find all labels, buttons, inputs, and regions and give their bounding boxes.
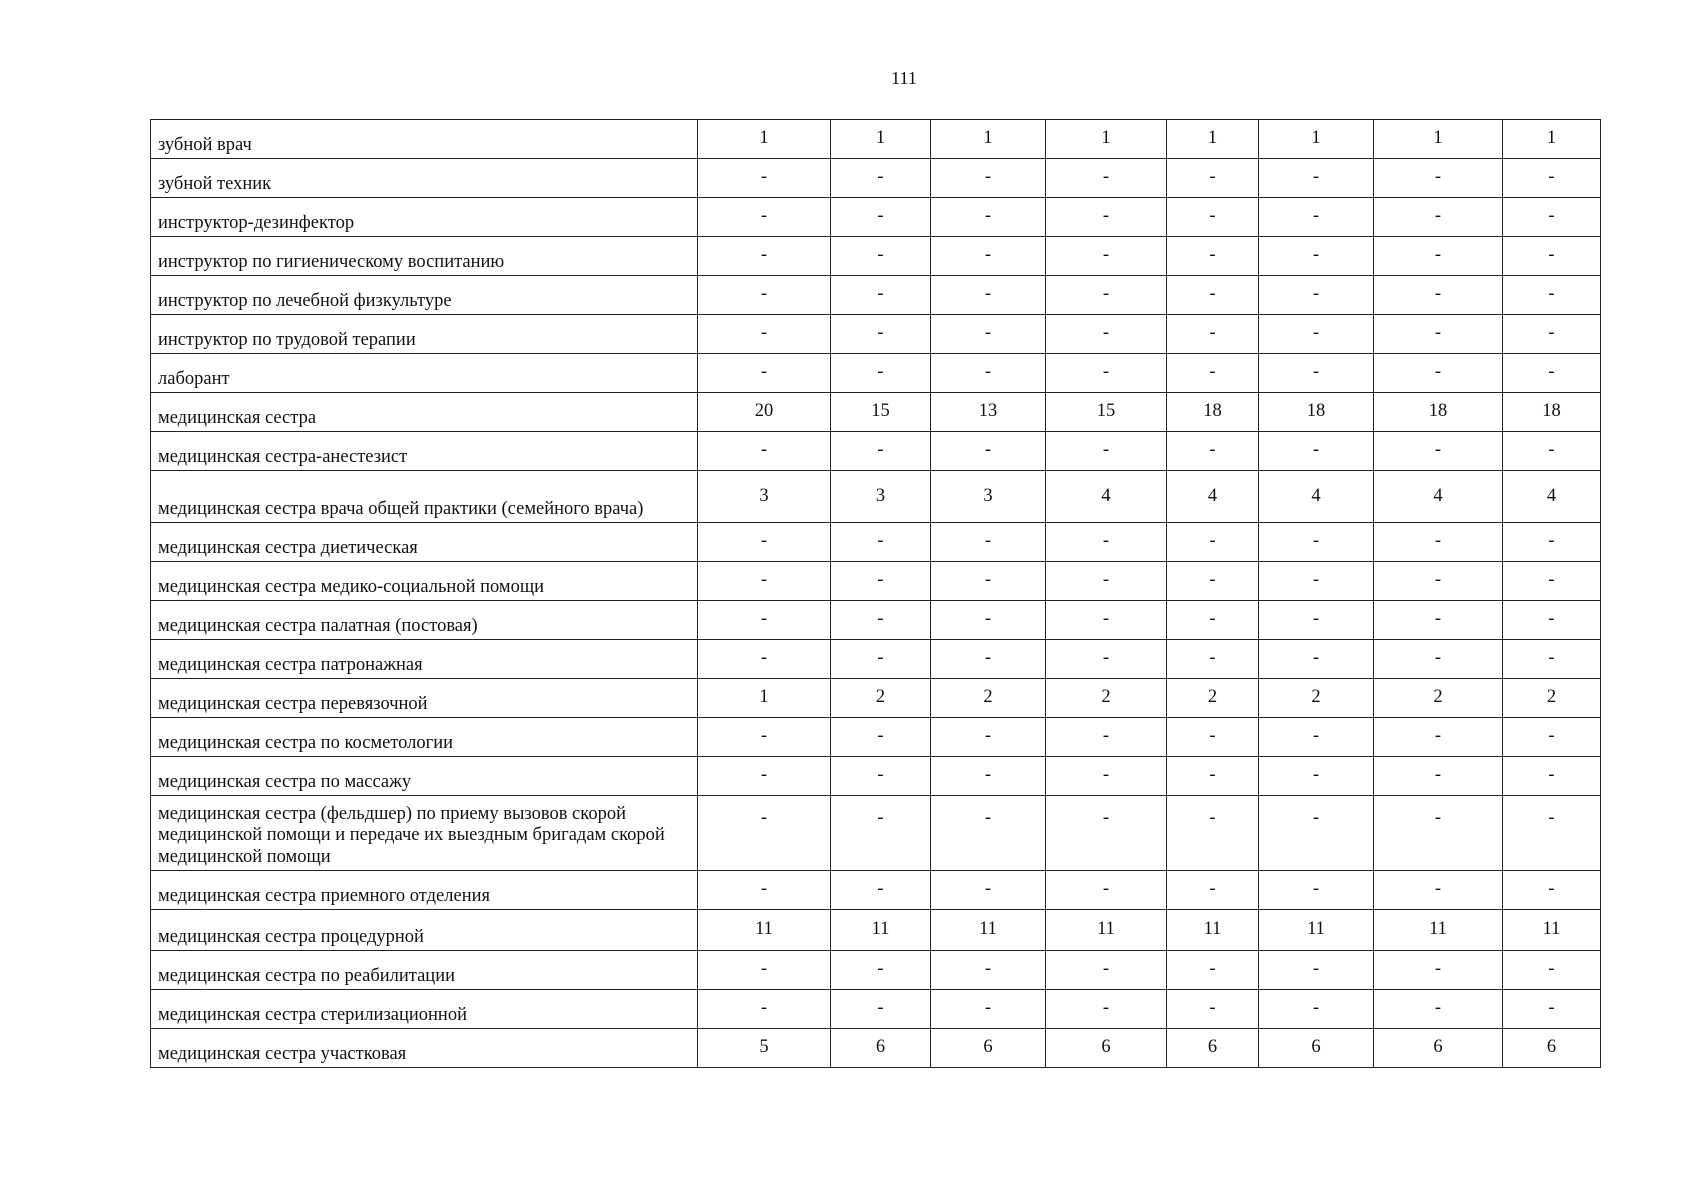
staff-count-cell: - [931,237,1046,276]
staff-count-cell: - [1374,237,1503,276]
staff-count-cell: 1 [831,120,931,159]
staff-count-cell: - [1259,640,1374,679]
staff-count-cell: - [1374,718,1503,757]
staff-count-cell: - [1374,757,1503,796]
staff-count-cell: - [698,315,831,354]
staff-count-cell: - [1259,237,1374,276]
staff-count-cell: - [1167,523,1259,562]
staff-count-cell: - [931,523,1046,562]
staff-count-cell: - [931,871,1046,910]
staff-count-cell: 1 [698,120,831,159]
staff-count-cell: - [1503,718,1601,757]
staff-count-cell: - [1167,562,1259,601]
staff-count-cell: - [1259,718,1374,757]
table-row [151,198,1601,237]
staff-count-cell: - [1167,237,1259,276]
staff-count-cell: - [1046,562,1167,601]
staff-count-cell: - [1046,523,1167,562]
table-row [151,871,1601,910]
position-name-cell: медицинская сестра [151,393,698,432]
position-name-cell: медицинская сестра диетическая [151,523,698,562]
staff-count-cell: 3 [931,471,1046,523]
staff-count-cell: - [698,159,831,198]
staff-count-cell: 3 [698,471,831,523]
staff-count-cell: - [1259,432,1374,471]
staff-count-cell: - [931,990,1046,1029]
staff-count-cell: - [1503,951,1601,990]
staff-count-cell: - [831,871,931,910]
staff-count-cell: 2 [1374,679,1503,718]
staff-count-cell: - [1167,198,1259,237]
staff-count-cell: 6 [931,1029,1046,1068]
staff-count-cell: - [698,990,831,1029]
staff-count-cell: - [1046,640,1167,679]
staff-count-cell: - [1374,990,1503,1029]
table-row [151,523,1601,562]
table-row [151,471,1601,523]
staff-count-cell: 11 [698,910,831,951]
staff-count-cell: - [831,432,931,471]
staff-count-cell: - [1374,159,1503,198]
table-row [151,990,1601,1029]
staff-count-cell: - [698,871,831,910]
position-name-cell: зубной техник [151,159,698,198]
staffing-table [150,119,1601,1068]
staff-count-cell: - [1374,951,1503,990]
staff-count-cell: 2 [1167,679,1259,718]
staff-count-cell: 11 [1259,910,1374,951]
staff-count-cell: - [1374,198,1503,237]
table-row [151,1029,1601,1068]
staff-count-cell: - [1374,354,1503,393]
staff-count-cell: - [1374,640,1503,679]
position-name-cell: зубной врач [151,120,698,159]
table-row [151,562,1601,601]
table-body [151,120,1601,1068]
staff-count-cell: - [931,198,1046,237]
staff-count-cell: 20 [698,393,831,432]
staff-count-cell: 11 [1167,910,1259,951]
staff-count-cell: - [1259,796,1374,871]
table-row [151,276,1601,315]
staff-count-cell: 6 [1167,1029,1259,1068]
staff-count-cell: - [1374,315,1503,354]
staff-count-cell: 6 [1503,1029,1601,1068]
staff-count-cell: - [698,237,831,276]
staff-count-cell: - [1167,640,1259,679]
staff-count-cell: - [1167,354,1259,393]
table-row [151,951,1601,990]
staff-count-cell: - [1167,432,1259,471]
staff-count-cell: - [831,354,931,393]
staff-count-cell: - [1046,871,1167,910]
table-row [151,757,1601,796]
staff-count-cell: - [831,198,931,237]
staff-count-cell: - [1259,198,1374,237]
position-name-cell: медицинская сестра перевязочной [151,679,698,718]
position-name-cell: медицинская сестра медико-социальной помощи [151,562,698,601]
staff-count-cell: 3 [831,471,931,523]
staff-count-cell: 2 [1503,679,1601,718]
table-row [151,432,1601,471]
table-row [151,640,1601,679]
position-name-cell: инструктор по лечебной физкультуре [151,276,698,315]
staff-count-cell: - [1503,523,1601,562]
staff-count-cell: - [1046,276,1167,315]
staff-count-cell: 1 [1167,120,1259,159]
table-row [151,237,1601,276]
staff-count-cell: - [1259,276,1374,315]
staff-count-cell: 6 [1259,1029,1374,1068]
staff-count-cell: 11 [931,910,1046,951]
staff-count-cell: 6 [1046,1029,1167,1068]
staff-count-cell: - [1259,562,1374,601]
staff-count-cell: - [831,718,931,757]
staff-count-cell: - [1046,757,1167,796]
staff-count-cell: - [1259,871,1374,910]
staff-count-cell: - [1046,159,1167,198]
staff-count-cell: - [1503,354,1601,393]
staff-count-cell: - [1167,990,1259,1029]
staff-count-cell: - [1259,990,1374,1029]
staff-count-cell: - [1503,237,1601,276]
position-name-cell: медицинская сестра по косметологии [151,718,698,757]
staff-count-cell: - [1503,562,1601,601]
position-name-cell: медицинская сестра патронажная [151,640,698,679]
staff-count-cell: - [698,276,831,315]
staff-count-cell: 2 [831,679,931,718]
staff-count-cell: - [1374,601,1503,640]
staff-count-cell: 1 [698,679,831,718]
staff-count-cell: - [1259,354,1374,393]
staff-count-cell: 18 [1167,393,1259,432]
staff-count-cell: 4 [1374,471,1503,523]
staff-count-cell: 18 [1374,393,1503,432]
staff-count-cell: - [831,640,931,679]
staff-count-cell: - [931,276,1046,315]
staff-count-cell: - [698,951,831,990]
staff-count-cell: - [1374,562,1503,601]
staff-count-cell: - [1259,601,1374,640]
table-row [151,159,1601,198]
staff-count-cell: 15 [1046,393,1167,432]
staff-count-cell: - [1259,315,1374,354]
position-name-cell: медицинская сестра по массажу [151,757,698,796]
position-name-cell: медицинская сестра процедурной [151,910,698,951]
position-name-cell: медицинская сестра врача общей практики (семейного врача) [151,471,698,523]
staff-count-cell: - [1046,951,1167,990]
staff-count-cell: - [931,432,1046,471]
staff-count-cell: - [1503,432,1601,471]
position-name-cell: медицинская сестра палатная (постовая) [151,601,698,640]
staff-count-cell: - [831,562,931,601]
staff-count-cell: - [698,432,831,471]
staff-count-cell: 11 [1503,910,1601,951]
staff-count-cell: 4 [1259,471,1374,523]
staff-count-cell: - [931,315,1046,354]
staff-count-cell: - [1167,951,1259,990]
staff-count-cell: - [698,757,831,796]
staff-count-cell: - [1046,354,1167,393]
staff-count-cell: - [1167,601,1259,640]
table-row [151,910,1601,951]
staff-count-cell: - [1503,757,1601,796]
staff-count-cell: - [1167,871,1259,910]
table-row [151,120,1601,159]
staff-count-cell: - [831,523,931,562]
staff-count-cell: - [1046,990,1167,1029]
staff-count-cell: - [1167,276,1259,315]
staff-count-cell: 1 [1503,120,1601,159]
staff-count-cell: 11 [1374,910,1503,951]
staff-count-cell: - [1046,601,1167,640]
staff-count-cell: - [1046,315,1167,354]
staff-count-cell: - [1503,198,1601,237]
staff-count-cell: - [1503,796,1601,871]
staff-count-cell: 2 [1046,679,1167,718]
staff-count-cell: - [831,951,931,990]
staff-count-cell: - [1259,757,1374,796]
staff-count-cell: 1 [931,120,1046,159]
staff-count-cell: 6 [1374,1029,1503,1068]
staff-count-cell: 1 [1259,120,1374,159]
staff-count-cell: 6 [831,1029,931,1068]
staff-count-cell: - [1046,198,1167,237]
staff-count-cell: 18 [1259,393,1374,432]
staff-count-cell: 1 [1046,120,1167,159]
staff-count-cell: - [931,562,1046,601]
staff-count-cell: - [931,718,1046,757]
position-name-cell: медицинская сестра (фельдшер) по приему вызовов скорой медицинской помощи и передаче их выездным бригадам скорой медицинской помощи [151,796,698,871]
table-row [151,601,1601,640]
position-name-cell: медицинская сестра стерилизационной [151,990,698,1029]
staff-count-cell: - [1046,237,1167,276]
staff-count-cell: - [1046,718,1167,757]
staff-count-cell: - [1503,601,1601,640]
staff-count-cell: - [1259,523,1374,562]
staff-count-cell: - [1503,990,1601,1029]
position-name-cell: медицинская сестра приемного отделения [151,871,698,910]
staff-count-cell: - [931,951,1046,990]
table-row [151,796,1601,871]
position-name-cell: медицинская сестра-анестезист [151,432,698,471]
staff-count-cell: - [931,354,1046,393]
staff-count-cell: - [1503,276,1601,315]
staff-count-cell: - [1374,523,1503,562]
staff-count-cell: - [698,601,831,640]
staff-count-cell: - [931,796,1046,871]
staff-count-cell: - [1259,951,1374,990]
staff-count-cell: - [1374,276,1503,315]
staff-count-cell: - [831,601,931,640]
staff-count-cell: - [698,523,831,562]
staff-count-cell: - [1167,757,1259,796]
staff-count-cell: - [1374,796,1503,871]
staff-count-cell: - [831,276,931,315]
staff-count-cell: - [1503,159,1601,198]
position-name-cell: медицинская сестра участковая [151,1029,698,1068]
staff-count-cell: - [1374,432,1503,471]
staff-count-cell: - [1503,871,1601,910]
staff-count-cell: - [931,640,1046,679]
table-row [151,718,1601,757]
staff-count-cell: - [831,237,931,276]
staff-count-cell: 15 [831,393,931,432]
staff-count-cell: 5 [698,1029,831,1068]
table-row [151,393,1601,432]
table-row [151,315,1601,354]
staff-count-cell: 13 [931,393,1046,432]
table-row [151,354,1601,393]
staff-count-cell: - [1167,718,1259,757]
table-row [151,679,1601,718]
staff-count-cell: - [831,315,931,354]
position-name-cell: инструктор по гигиеническому воспитанию [151,237,698,276]
staff-count-cell: - [831,990,931,1029]
staff-count-cell: - [1046,796,1167,871]
staff-count-cell: 2 [1259,679,1374,718]
staff-count-cell: - [1503,315,1601,354]
staff-count-cell: - [698,562,831,601]
staff-count-cell: 11 [831,910,931,951]
position-name-cell: инструктор по трудовой терапии [151,315,698,354]
staff-count-cell: - [698,796,831,871]
staff-count-cell: - [831,757,931,796]
staff-count-cell: - [1167,159,1259,198]
staff-count-cell: 4 [1503,471,1601,523]
staff-count-cell: 4 [1167,471,1259,523]
staff-count-cell: 11 [1046,910,1167,951]
staff-count-cell: - [698,640,831,679]
staff-count-cell: - [1046,432,1167,471]
staff-count-cell: 18 [1503,393,1601,432]
staff-count-cell: - [1374,871,1503,910]
staff-count-cell: - [1503,640,1601,679]
staff-count-cell: - [1259,159,1374,198]
staff-count-cell: - [1167,315,1259,354]
position-name-cell: инструктор-дезинфектор [151,198,698,237]
position-name-cell: медицинская сестра по реабилитации [151,951,698,990]
staff-count-cell: - [831,796,931,871]
position-name-cell: лаборант [151,354,698,393]
staff-count-cell: 4 [1046,471,1167,523]
staff-count-cell: - [931,159,1046,198]
page-number: 111 [891,68,917,88]
staff-count-cell: - [698,198,831,237]
staff-count-cell: - [698,718,831,757]
staff-count-cell: 2 [931,679,1046,718]
staff-count-cell: - [931,601,1046,640]
staff-count-cell: 1 [1374,120,1503,159]
staff-count-cell: - [931,757,1046,796]
staff-count-cell: - [831,159,931,198]
staff-count-cell: - [698,354,831,393]
staff-count-cell: - [1167,796,1259,871]
